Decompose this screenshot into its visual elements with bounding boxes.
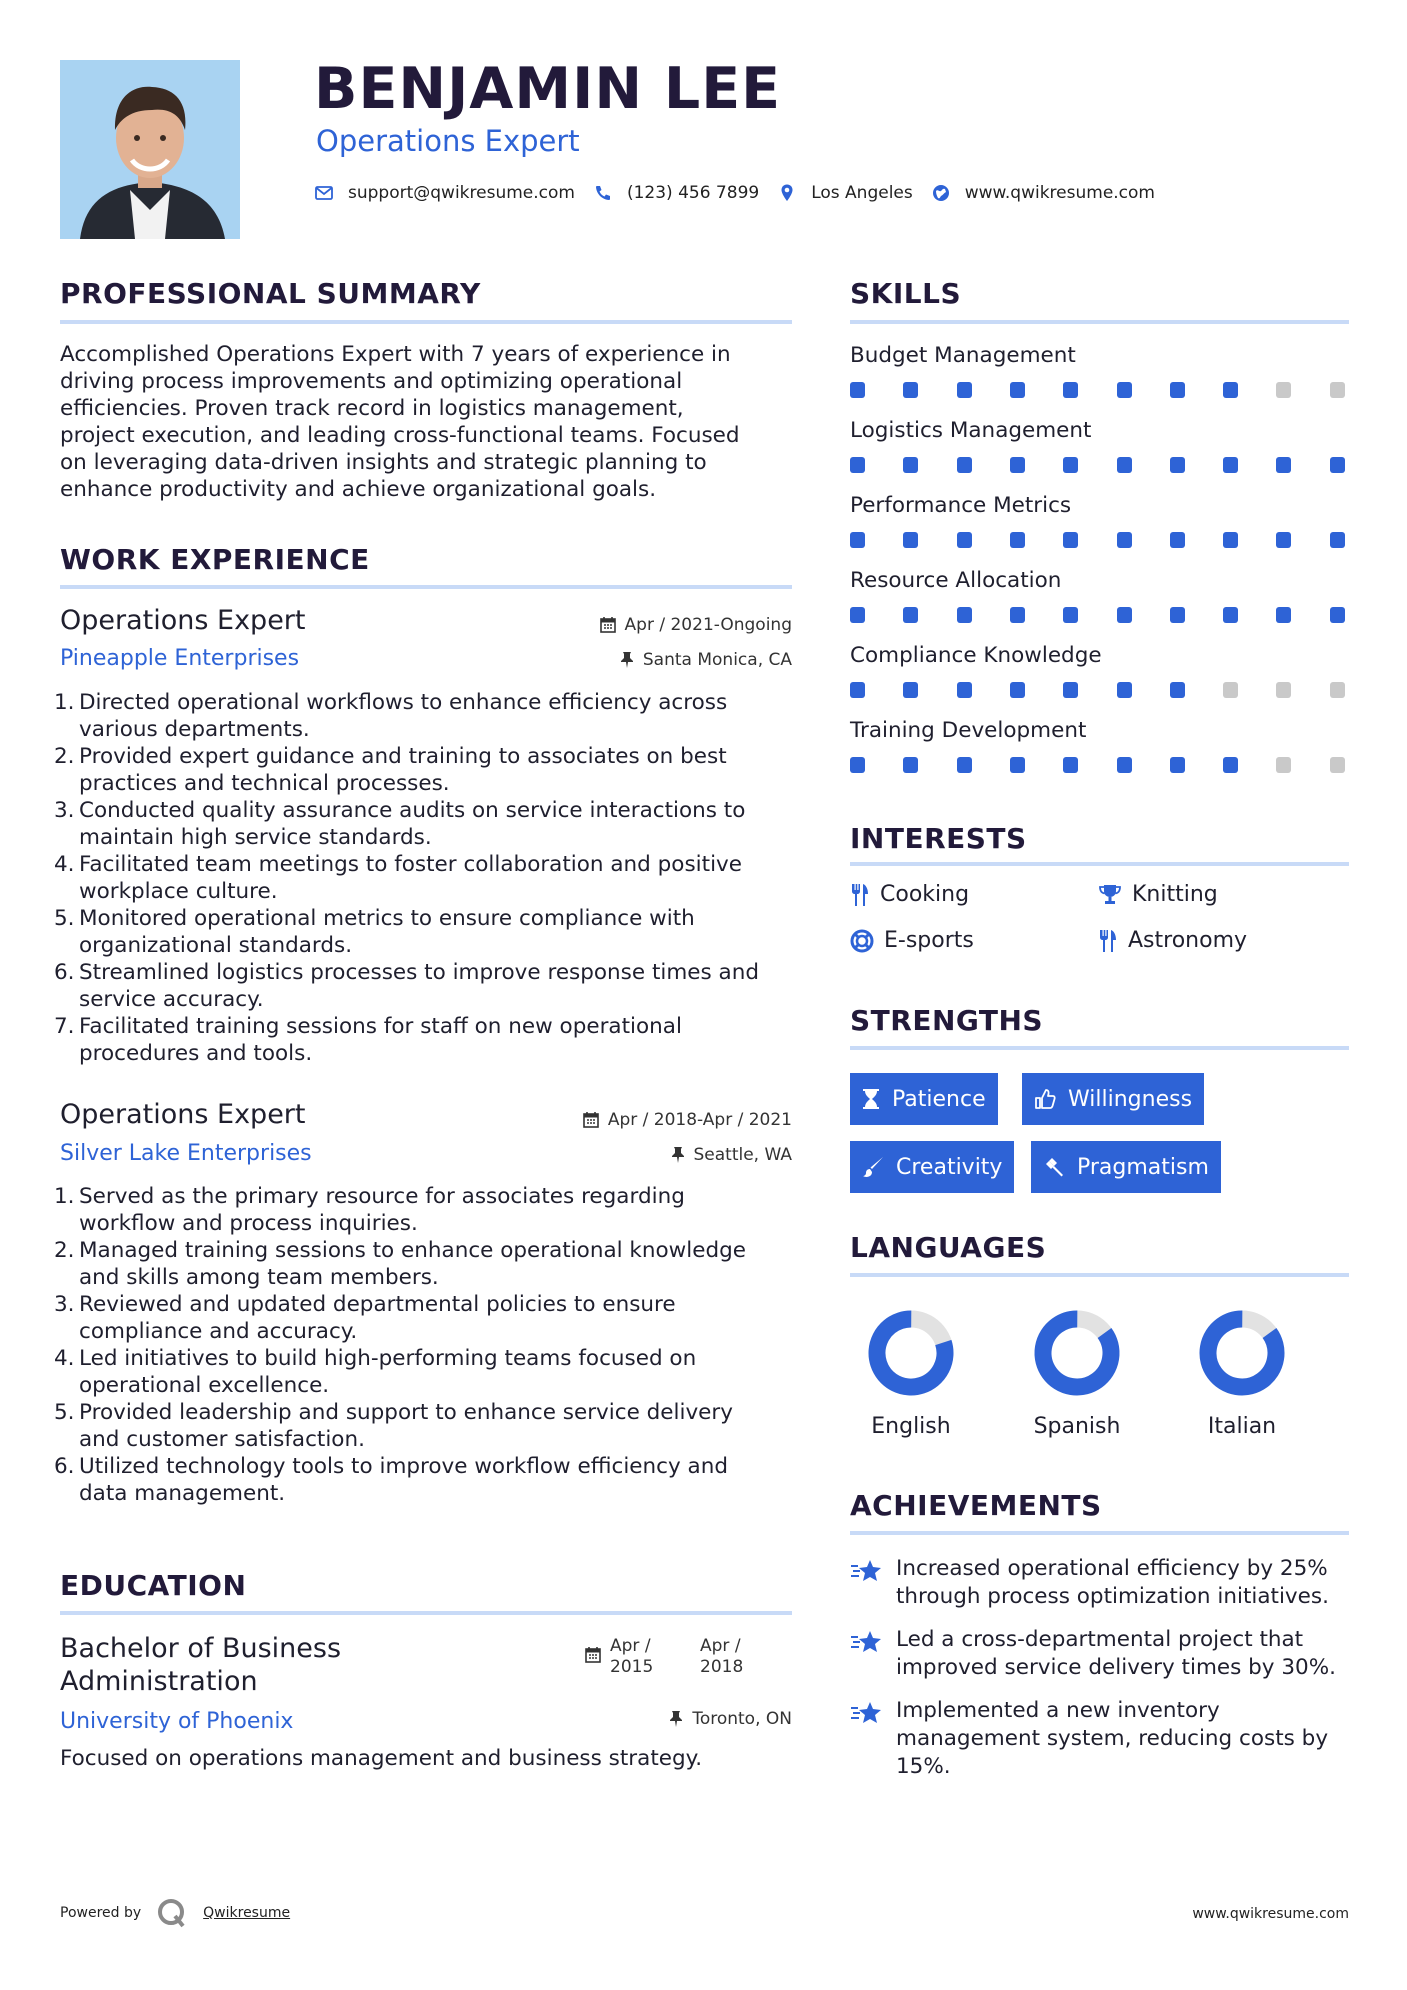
education-location-text: Toronto, ON [692,1709,792,1729]
experience-rule [60,585,792,589]
skill-dot-filled [1010,382,1025,398]
skill-dot-filled [957,457,972,473]
strength-label: Pragmatism [1077,1154,1209,1180]
lifebuoy-icon [850,929,874,953]
list-item: 5. Provided leadership and support to enhance service delivery and customer satisfaction. [54,1400,733,1452]
skill-name: Performance Metrics [850,493,1072,518]
candidate-title: Operations Expert [316,124,580,158]
skill-dot-filled [957,607,972,623]
education-start: Apr / 2015 [610,1636,654,1677]
summary-heading: PROFESSIONAL SUMMARY [60,277,481,310]
skill-dot-filled [850,457,865,473]
envelope-icon [314,183,334,203]
skill-dot-filled [1117,457,1132,473]
summary-line: driving process improvements and optimizing operational [60,369,683,394]
skill-dot-filled [903,382,918,398]
skill-dot-empty [1276,382,1291,398]
interest-item [1098,882,1218,907]
skill-name: Budget Management [850,343,1076,368]
list-item: 4. Facilitated team meetings to foster collaboration and positive workplace culture. [54,852,742,904]
job-company: Silver Lake Enterprises [60,1141,312,1166]
pushpin-icon [670,1146,686,1164]
interest-label: Knitting [1132,882,1218,907]
qwikresume-logo-icon [155,1896,189,1930]
education-heading: EDUCATION [60,1569,247,1602]
summary-line: project execution, and leading cross-functional teams. Focused [60,423,740,448]
contact-bar [314,181,1173,205]
skill-dot-filled [1117,757,1132,773]
footer-powered-by [60,1896,290,1930]
map-pin-icon [777,183,797,203]
brand-link[interactable]: Qwikresume [203,1905,291,1921]
skill-dot-filled [1330,607,1345,623]
skill-dot-filled [1170,607,1185,623]
contact-website[interactable] [931,183,1155,203]
brush-icon [862,1156,884,1178]
list-item: 4. Led initiatives to build high-performing teams focused on operational excellence. [54,1346,697,1398]
skill-dot-empty [1223,682,1238,698]
skill-dot-filled [957,532,972,548]
star-icon [850,1557,884,1585]
calendar-icon [582,1111,600,1129]
skill-dot-filled [1117,682,1132,698]
skill-dot-filled [1117,382,1132,398]
skill-dot-filled [903,607,918,623]
strength-tag-willingness [1022,1073,1204,1125]
list-item: 2. Managed training sessions to enhance operational knowledge and skills among team members. [54,1238,746,1290]
interests-rule [850,862,1349,866]
interest-item [1098,928,1247,953]
job-location [619,650,792,670]
skill-rating [850,682,1352,698]
calendar-icon [599,616,617,634]
pushpin-icon [619,651,635,669]
job-title: Operations Expert [60,605,306,636]
summary-line: efficiencies. Proven track record in logistics management, [60,396,684,421]
strengths-rule [850,1046,1349,1050]
list-item: 5. Monitored operational metrics to ensure compliance with organizational standards. [54,906,695,958]
skill-name: Training Development [850,718,1087,743]
strength-tag-pragmatism [1031,1141,1221,1193]
hourglass-icon [862,1088,880,1110]
gavel-icon [1043,1156,1065,1178]
skill-dot-filled [850,382,865,398]
list-item: 3. Conducted quality assurance audits on service interactions to maintain high service standards. [54,798,746,850]
language-donut-arc [1032,1308,1122,1398]
summary-text [60,341,800,503]
skill-dot-filled [1223,757,1238,773]
language-donut [866,1308,956,1398]
list-item: 1. Directed operational workflows to enhance efficiency across various departments. [54,690,728,742]
job-location [670,1145,793,1165]
skill-dot-filled [1170,532,1185,548]
skill-rating [850,757,1352,773]
interest-label: Cooking [880,882,970,907]
skill-dot-filled [1063,457,1078,473]
star-icon [850,1699,884,1727]
contact-email-text: support@qwikresume.com [348,183,575,203]
skill-rating [850,457,1352,473]
achievement-text: Increased operational efficiency by 25% through process optimization initiatives. [896,1556,1329,1609]
list-item: 6. Utilized technology tools to improve workflow efficiency and data management. [54,1454,728,1506]
contact-phone[interactable] [593,183,759,203]
skill-dot-filled [1170,757,1185,773]
skill-rating [850,532,1352,548]
powered-by-label: Powered by [60,1905,142,1921]
calendar-icon [584,1646,602,1664]
interests-heading: INTERESTS [850,822,1027,855]
thumbs-up-icon [1034,1088,1056,1110]
skill-dot-filled [850,532,865,548]
job-bullets [54,1183,805,1507]
language-label: English [871,1414,951,1439]
languages-rule [850,1273,1349,1277]
strength-tag-patience [850,1073,998,1125]
summary-line: Accomplished Operations Expert with 7 years of experience in [60,342,731,367]
school-name: University of Phoenix [60,1709,294,1734]
skill-dot-filled [1117,532,1132,548]
skills-rule [850,320,1349,324]
skill-dot-filled [957,382,972,398]
utensils-icon [850,883,870,907]
star-icon [850,1628,884,1656]
interest-item [850,928,974,953]
language-label: Spanish [1033,1414,1121,1439]
list-item: 2. Provided expert guidance and training to associates on best practices and technical processes. [54,744,727,796]
experience-heading: WORK EXPERIENCE [60,543,370,576]
education-location [668,1709,792,1729]
skill-dot-filled [957,757,972,773]
skill-dot-filled [1276,532,1291,548]
skill-dot-filled [903,682,918,698]
summary-line: on leveraging data-driven insights and strategic planning to [60,450,707,475]
skill-dot-empty [1330,757,1345,773]
skill-rating [850,382,1352,398]
skill-dot-filled [1276,607,1291,623]
job-dates [582,1110,792,1130]
contact-email[interactable] [314,183,575,203]
skill-rating [850,607,1352,623]
interest-item [850,882,969,907]
contact-location[interactable] [777,183,913,203]
skill-dot-filled [1010,682,1025,698]
skill-dot-filled [1170,457,1185,473]
languages-heading: LANGUAGES [850,1231,1047,1264]
contact-phone-text: (123) 456 7899 [626,183,760,203]
skill-dot-filled [850,607,865,623]
globe-icon [931,183,951,203]
skill-dot-filled [1330,532,1345,548]
skill-dot-filled [957,682,972,698]
candidate-name: BENJAMIN LEE [314,56,782,122]
language-donut [1197,1308,1287,1398]
contact-website-text: www.qwikresume.com [964,183,1155,203]
skill-name: Logistics Management [850,418,1092,443]
footer-website[interactable]: www.qwikresume.com [1192,1906,1349,1922]
strength-label: Creativity [896,1154,1003,1180]
skill-dot-filled [1063,532,1078,548]
skill-dot-empty [1276,682,1291,698]
list-item: 3. Reviewed and updated departmental policies to ensure compliance and accuracy. [54,1292,676,1344]
job-title: Operations Expert [60,1099,306,1130]
summary-line: enhance productivity and achieve organizational goals. [60,477,657,502]
skill-dot-filled [1117,607,1132,623]
language-item [1007,1308,1147,1439]
pushpin-icon [668,1710,684,1728]
job-location-text: Santa Monica, CA [642,650,792,670]
skill-dot-filled [903,757,918,773]
skill-dot-filled [903,532,918,548]
achievements-heading: ACHIEVEMENTS [850,1489,1102,1522]
skill-dot-filled [1223,457,1238,473]
strength-tag-creativity [850,1141,1014,1193]
achievement-text: Implemented a new inventory management system, reducing costs by 15%. [896,1698,1329,1779]
skill-name: Resource Allocation [850,568,1062,593]
skill-dot-empty [1330,682,1345,698]
language-donut-arc [1197,1308,1287,1398]
job-bullets [54,689,805,1067]
strength-label: Willingness [1068,1086,1193,1112]
phone-icon [593,183,613,203]
job-location-text: Seattle, WA [693,1145,792,1165]
skill-dot-empty [1330,382,1345,398]
skill-dot-empty [1276,757,1291,773]
skill-dot-filled [1223,607,1238,623]
interest-label: Astronomy [1128,928,1248,953]
skill-dot-filled [1276,457,1291,473]
skill-dot-filled [850,682,865,698]
skill-name: Compliance Knowledge [850,643,1102,668]
degree-line: Administration [60,1666,258,1697]
job-dates [599,615,792,635]
skill-dot-filled [1330,457,1345,473]
language-label: Italian [1207,1414,1277,1439]
achievement-text: Led a cross-departmental project that improved service delivery times by 30%. [896,1627,1336,1680]
trophy-icon [1098,884,1122,906]
skill-dot-filled [1063,607,1078,623]
education-description: Focused on operations management and business strategy. [60,1746,703,1771]
list-item: 7. Facilitated training sessions for staff on new operational procedures and tools. [54,1014,682,1066]
skill-dot-filled [1010,457,1025,473]
degree [60,1632,341,1698]
language-item [841,1308,981,1439]
education-end: Apr / 2018 [700,1636,744,1677]
strength-label: Patience [892,1086,986,1112]
skill-dot-filled [1063,757,1078,773]
list-item: 1. Served as the primary resource for associates regarding workflow and process inquiries. [54,1184,685,1236]
list-item: 6. Streamlined logistics processes to improve response times and service accuracy. [54,960,760,1012]
skill-dot-filled [850,757,865,773]
skill-dot-filled [1063,682,1078,698]
skill-dot-filled [1223,382,1238,398]
utensils-icon [1098,929,1118,953]
summary-rule [60,320,792,324]
skill-dot-filled [1223,532,1238,548]
job-dates-text: Apr / 2018-Apr / 2021 [607,1110,792,1130]
skill-dot-filled [1063,382,1078,398]
skill-dot-filled [1010,532,1025,548]
skill-dot-filled [1010,607,1025,623]
education-dates [584,1636,743,1678]
achievements-rule [850,1531,1349,1535]
contact-location-text: Los Angeles [811,183,913,203]
skill-dot-filled [903,457,918,473]
skill-dot-filled [1010,757,1025,773]
language-item [1172,1308,1312,1439]
skill-dot-filled [1170,682,1185,698]
job-dates-text: Apr / 2021-Ongoing [624,615,792,635]
interest-label: E-sports [884,928,974,953]
degree-line: Bachelor of Business [60,1633,342,1664]
skill-dot-filled [1170,382,1185,398]
profile-photo [60,60,240,239]
job-company: Pineapple Enterprises [60,646,300,671]
strengths-heading: STRENGTHS [850,1004,1044,1037]
skills-heading: SKILLS [850,277,962,310]
language-donut [1032,1308,1122,1398]
education-rule [60,1611,792,1615]
